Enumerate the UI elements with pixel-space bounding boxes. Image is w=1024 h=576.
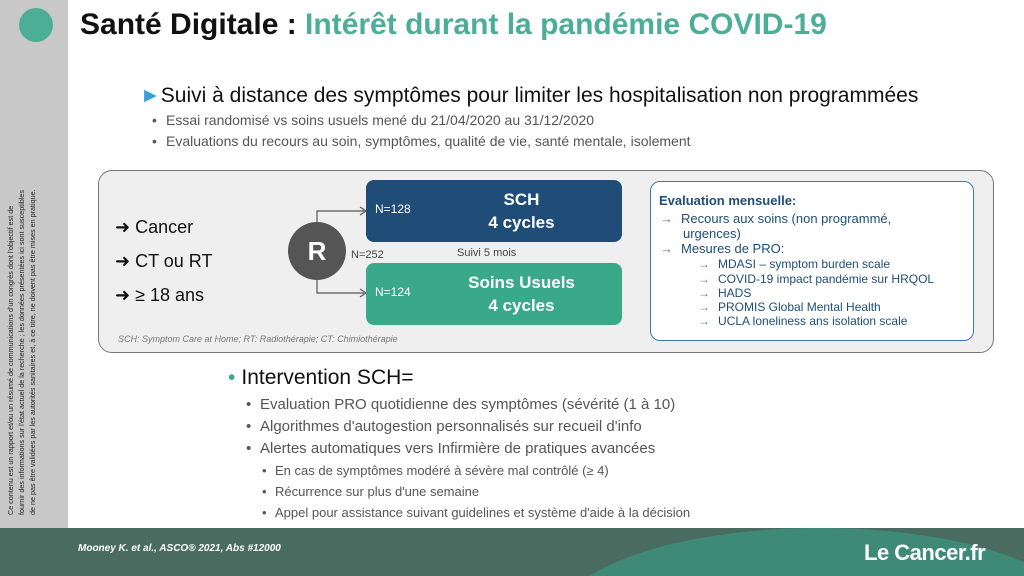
measure-text: PROMIS Global Mental Health — [718, 300, 881, 314]
intervention-item: • Algorithmes d'autogestion personnalisés sur recueil d'info — [260, 418, 642, 435]
main-bullet — [140, 84, 918, 108]
measure-item — [698, 314, 907, 328]
sub-bullet-trial: • Essai randomisé vs soins usuels mené du 21/04/2020 au 31/12/2020 — [166, 112, 594, 128]
arrow-right-icon: → — [698, 300, 710, 314]
logo-circle-icon — [19, 8, 53, 42]
sub-bullet-evaluations: • Evaluations du recours au soin, symptômes, qualité de vie, santé mentale, isolement — [166, 133, 691, 149]
measure-item — [698, 300, 881, 314]
measure-text: MDASI – symptom burden scale — [718, 257, 891, 271]
arrow-right-icon: → — [698, 314, 710, 328]
measure-item — [698, 272, 934, 286]
brand-logo: Le Cancer.fr — [864, 540, 986, 565]
total-n-label: N=252 — [351, 249, 384, 261]
intervention-heading — [228, 366, 414, 390]
intervention-subitem: • En cas de symptômes modéré à sévère mal contrôlé (≥ 4) — [275, 463, 609, 478]
measure-text: UCLA loneliness ans isolation scale — [718, 314, 908, 328]
arm-usual-care-box — [366, 263, 622, 325]
arm-sch-title: SCH — [503, 190, 540, 209]
evaluation-item-pro — [660, 241, 784, 256]
criterion-age: ➜ ≥ 18 ans — [115, 285, 205, 305]
measure-text: HADS — [718, 286, 752, 300]
evaluation-item-care-text: Recours aux soins (non programmé, — [681, 211, 892, 226]
arm-sch-cycles: 4 cycles — [488, 213, 555, 232]
evaluation-item-pro-text: Mesures de PRO: — [681, 241, 785, 256]
title-part1: Santé Digitale : — [80, 8, 306, 41]
intervention-item: • Evaluation PRO quotidienne des symptômes (sévérité (1 à 10) — [260, 396, 675, 413]
arrow-right-icon: → — [660, 241, 673, 256]
abbreviations-footnote: SCH: Symptom Care at Home; RT: Radiothérapie; CT: Chimiothérapie — [118, 334, 398, 344]
arm-usual-care-title: Soins Usuels — [468, 273, 575, 292]
arrow-right-icon: → — [698, 286, 710, 300]
intervention-subitem: • Appel pour assistance suivant guidelines et système d'aide à la décision — [275, 505, 690, 520]
page-title — [80, 8, 827, 42]
arrow-right-icon: → — [698, 272, 710, 286]
arm-sch-box — [366, 180, 622, 242]
measure-text: COVID-19 impact pandémie sur HRQOL — [718, 272, 935, 286]
intervention-subitem: • Récurrence sur plus d'une semaine — [275, 484, 479, 499]
arrow-right-icon: → — [660, 211, 673, 226]
arm-sch-n: N=128 — [375, 202, 411, 216]
disclaimer-text: Ce contenu est un rapport et/ou un résumé de communications d'un congrès dont l'objectif est de fournir des informations sur l'état actuel de la recherche ; les données présentées ici sont susceptibles de ne pas être validées par les autorités sanitaires et, à ce titre, ne doivent pas être mises en pratique. — [6, 189, 37, 515]
title-part2: Intérêt durant la pandémie COVID-19 — [305, 8, 827, 41]
criterion-treatment: ➜ CT ou RT — [115, 251, 213, 271]
follow-up-label: Suivi 5 mois — [457, 247, 517, 259]
measure-item — [698, 286, 751, 300]
arm-usual-care-n: N=124 — [375, 285, 411, 299]
arrow-right-icon: → — [698, 257, 710, 271]
intervention-heading-text: Intervention SCH= — [241, 366, 414, 389]
arm-usual-care-cycles: 4 cycles — [488, 296, 555, 315]
evaluation-heading: Evaluation mensuelle: — [659, 193, 797, 208]
criterion-cancer: ➜ Cancer — [115, 217, 194, 237]
main-bullet-text: Suivi à distance des symptômes pour limiter les hospitalisation non programmées — [160, 84, 919, 107]
evaluation-item-care-cont: urgences) — [683, 226, 741, 241]
intervention-item: • Alertes automatiques vers Infirmière de pratiques avancées — [260, 440, 655, 457]
citation: Mooney K. et al., ASCO® 2021, Abs #12000 — [78, 543, 281, 554]
randomization-circle: R — [288, 222, 346, 280]
evaluation-item-care — [660, 211, 891, 226]
bullet-dot-icon: • — [228, 366, 236, 389]
measure-item — [698, 257, 890, 271]
triangle-bullet-icon: ► — [140, 84, 161, 107]
